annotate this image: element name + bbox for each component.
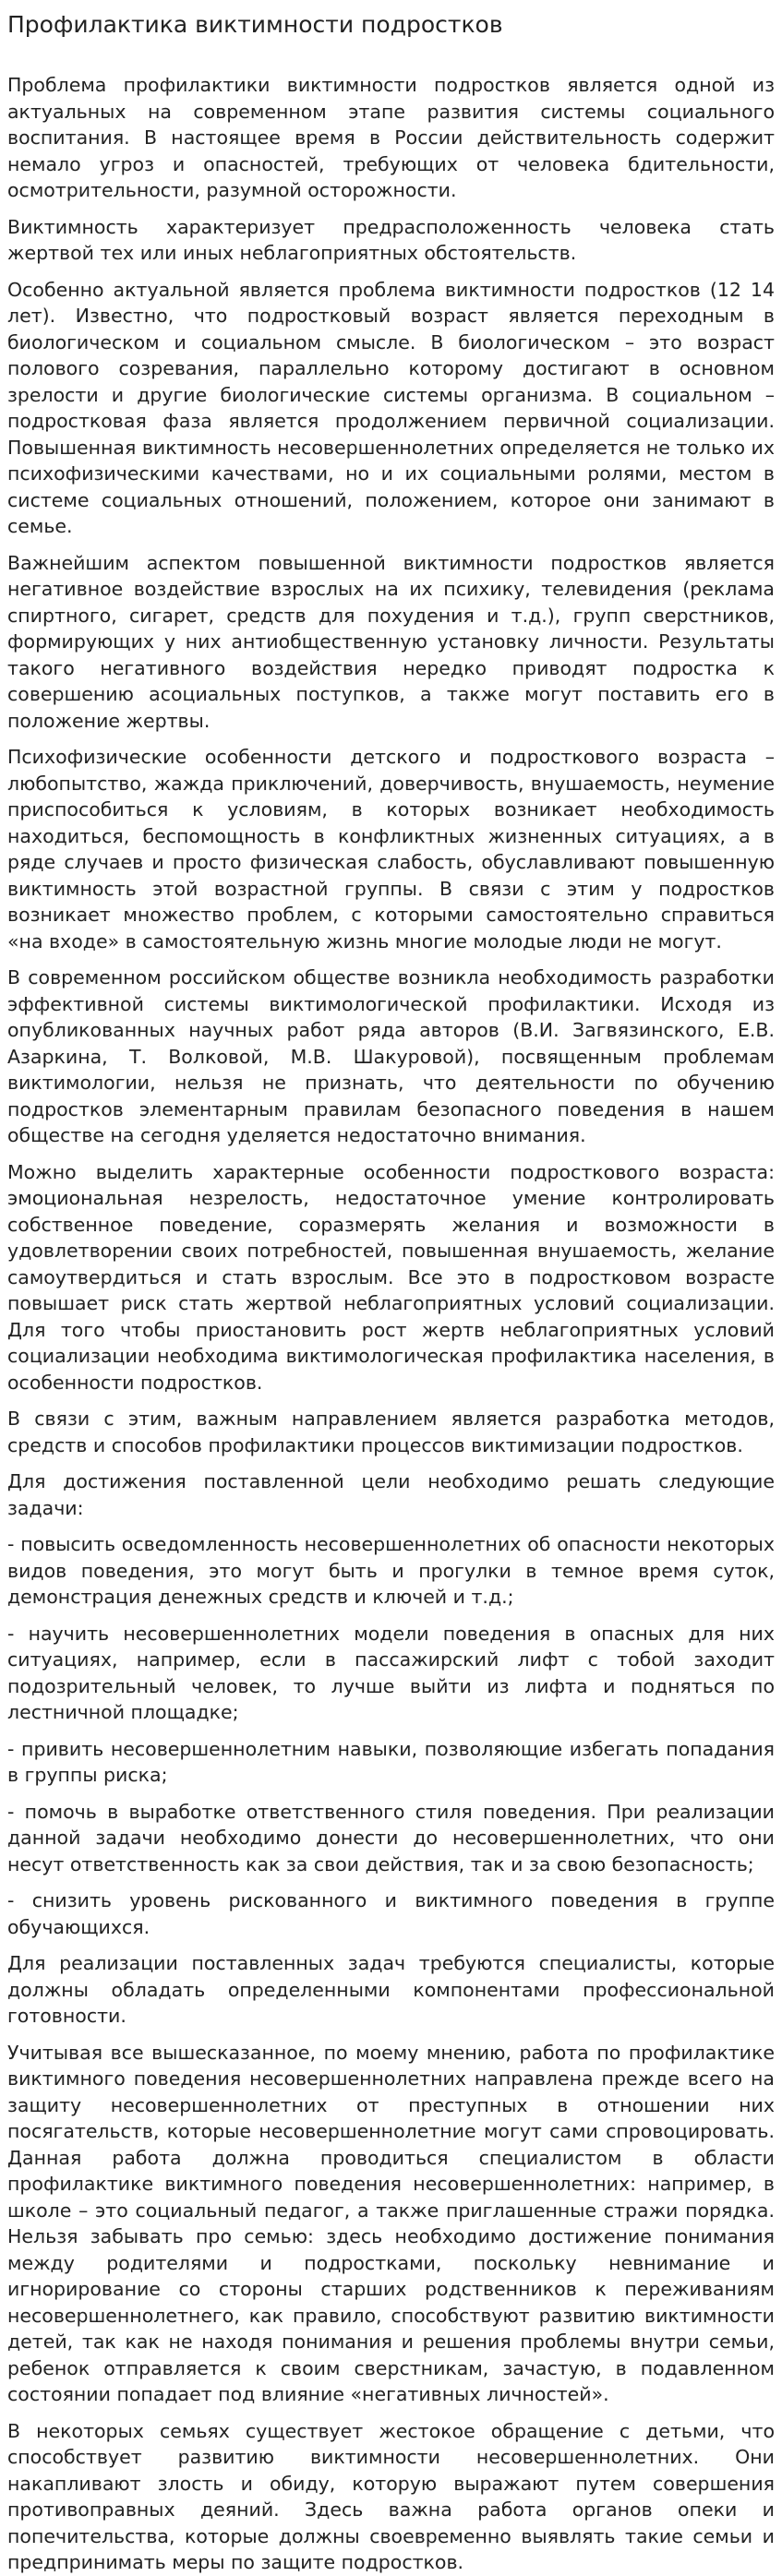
task-item: - помочь в выработке ответственного стиля поведения. При реализации данной задачи необходимо донести до несовершеннолетних, что они несут ответственность как за свои действия, так и за свою безопасность;	[7, 1800, 775, 1875]
paragraph-influence: Важнейшим аспектом повышенной виктимности подростков является негативное воздействие взрослых на их психику, телевидения (реклама спиртного, сигарет, средств для похудения и т.д.), групп сверстников, формирующих у них антиобщественную установку личности. Результаты такого негативного воздействия нередко приводят подростка к совершению асоциальных поступков, а также могут поставить его в положение жертвы.	[7, 551, 775, 732]
paragraph-intro: Проблема профилактики виктимности подростков является одной из актуальных на современном этапе развития системы социального воспитания. В настоящее время в России действительность содержит немало угроз и опасностей, требующих от человека бдительности, осмотрительности, разумной осторожности.	[7, 74, 775, 201]
task-item: - привить несовершеннолетним навыки, позволяющие избегать попадания в группы риска;	[7, 1737, 775, 1786]
paragraph-features: Можно выделить характерные особенности подросткового возраста: эмоциональная незрелость, недостаточное умение контролировать собственное поведение, соразмерять желания и возможности в удовлетворении своих потребностей, повышенная внушаемость, желание самоутвердиться и стать взрослым. Все это в подростковом возрасте повышает риск стать жертвой неблагоприятных условий социализации. Для того чтобы приостановить рост жертв неблагоприятных условий социализации необходима виктимологическая профилактика населения, в особенности подростков.	[7, 1160, 775, 1394]
paragraph-family: В некоторых семьях существует жестокое обращение с детьми, что способствует развитию виктимности несовершеннолетних. Они накапливают злость и обиду, которую выражают путем совершения противоправных деяний. Здесь важна работа органов опеки и попечительства, которые должны своевременно выявлять такие семьи и предпринимать меры по защите подростков.	[7, 2419, 775, 2573]
page-title: Профилактика виктимности подростков	[7, 11, 503, 38]
task-item: - повысить осведомленность несовершеннолетних об опасности некоторых видов поведения, это могут быть и прогулки в темное время суток, демонстрация денежных средств и ключей и т.д.;	[7, 1533, 775, 1608]
paragraph-psychophysical: Психофизические особенности детского и подросткового возраста – любопытство, жажда приключений, доверчивость, внушаемость, неумение приспособиться к условиям, в которых возникает необходимость находиться, беспомощность в конфликтных жизненных ситуациях, а в ряде случаев и просто физическая слабость, обуславливают повышенную виктимность этой возрастной группы. В связи с этим у подростков возникает множество проблем, с которыми самостоятельно справиться «на входе» в самостоятельную жизнь многие молодые люди не могут.	[7, 746, 775, 953]
task-item: - снизить уровень рискованного и виктимного поведения в группе обучающихся.	[7, 1889, 775, 1938]
paragraph-conclusion: Учитывая все вышесказанное, по моему мнению, работа по профилактике виктимного поведения несовершеннолетних направлена прежде всего на защиту несовершеннолетних от преступных в отношении них посягательств, которые несовершеннолетние могут сами спровоцировать. Данная работа должна проводиться специалистом в области профилактике виктимного поведения несовершеннолетних: например, в школе – это социальный педагог, а также приглашенные стражи порядка. Нельзя забывать про семью: здесь необходимо достижение понимания между родителями и подростками, поскольку невнимание и игнорирование со стороны старших родственников к переживаниям несовершеннолетнего, как правило, способствуют развитию виктимности детей, так как не находя понимания и решения проблемы внутри семьи, ребенок отправляется к своим сверстникам, зачастую, в подавленном состоянии попадает под влияние «негативных личностей».	[7, 2041, 775, 2405]
paragraph-age: Особенно актуальной является проблема виктимности подростков (12 14 лет). Известно, что подростковый возраст является переходным в биологическом и социальном смысле. В биологическом – это возраст полового созревания, параллельно которому достигают в основном зрелости и другие биологические системы организма. В социальном – подростковая фаза является продолжением первичной социализации. Повышенная виктимность несовершеннолетних определяется не только их психофизическими качествами, но и их социальными ролями, местом в системе социальных отношений, положением, которое они занимают в семье.	[7, 278, 775, 537]
task-item: - научить несовершеннолетних модели поведения в опасных для них ситуациях, например, если в пассажирский лифт с тобой заходит подозрительный человек, то лучше выйти из лифта и подняться по лестничной площадке;	[7, 1622, 775, 1723]
paragraph-specialists: Для реализации поставленных задач требуются специалисты, которые должны обладать определенными компонентами профессиональной готовности.	[7, 1952, 775, 2027]
paragraph-definition: Виктимность характеризует предрасположенность человека стать жертвой тех или иных неблагоприятных обстоятельств.	[7, 215, 775, 264]
paragraph-tasks-intro: Для достижения поставленной цели необходимо решать следующие задачи:	[7, 1470, 775, 1519]
paragraph-system: В современном российском обществе возникла необходимость разработки эффективной системы виктимологической профилактики. Исходя из опубликованных научных работ ряда авторов (В.И. Загвязинского, Е.В. Азаркина, Т. Волковой, М.В. Шакуровой), посвященным проблемам виктимологии, нельзя не признать, что деятельности по обучению подростков элементарным правилам безопасного поведения в нашем обществе на сегодня уделяется недостаточно внимания.	[7, 966, 775, 1146]
paragraph-methods: В связи с этим, важным направлением является разработка методов, средств и способов профилактики процессов виктимизации подростков.	[7, 1408, 775, 1456]
